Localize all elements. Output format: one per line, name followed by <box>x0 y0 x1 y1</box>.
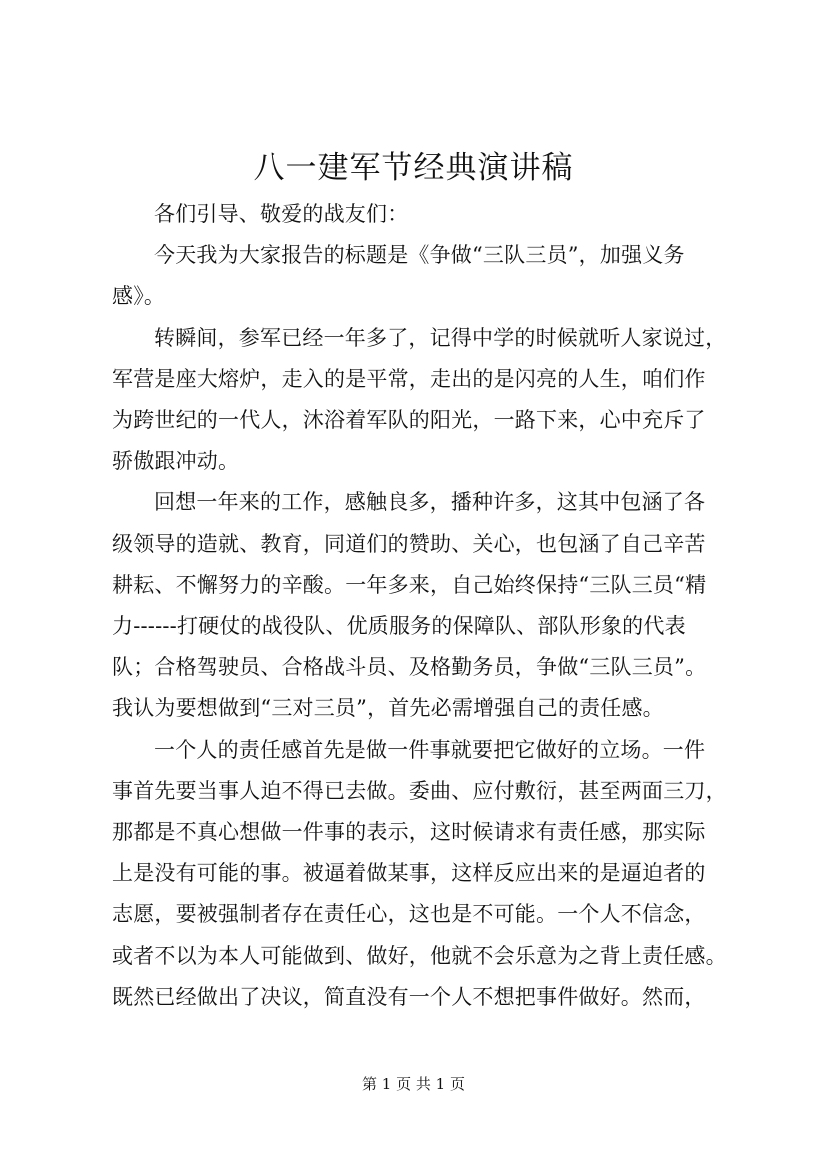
paragraph-line: 那都是不真心想做一件事的表示，这时候请求有责任感，那实际 <box>112 820 706 845</box>
paragraph-1 <box>112 235 744 317</box>
document-title: 八一建军节经典演讲稿 <box>253 150 574 186</box>
paragraph-line: 回想一年来的工作，感触良多，播种许多，这其中包涵了各 <box>154 490 706 515</box>
paragraph-line: 骄傲跟冲动。 <box>112 449 240 474</box>
page-footer: 第 1 页 共 1 页 <box>362 1075 465 1093</box>
paragraph-line: 级领导的造就、教育，同道们的赞助、关心，也包涵了自己辛苦 <box>112 531 706 556</box>
document-body <box>112 194 744 1018</box>
paragraph-line: 既然已经做出了决议，简直没有一个人不想把事件做好。然而， <box>112 984 706 1009</box>
paragraph-line: 事首先要当事人迫不得已去做。委曲、应付敷衍，甚至两面三刀， <box>112 778 727 803</box>
paragraph-line: 耕耘、不懈努力的辛酸。一年多来，自己始终保持“三队三员“精 <box>112 572 707 597</box>
paragraph-line: 感》。 <box>112 284 166 309</box>
paragraph-line: 一个人的责任感首先是做一件事就要把它做好的立场。一件 <box>154 737 706 762</box>
paragraph-line: 力------打硬仗的战役队、优质服务的保障队、部队形象的代表 <box>112 614 686 639</box>
greeting-paragraph: 各们引导、敬爱的战友们： <box>154 202 409 226</box>
paragraph-2 <box>112 318 744 483</box>
paragraph-line: 我认为要想做到“三对三员”，首先必需增强自己的责任感。 <box>112 696 664 721</box>
paragraph-line: 转瞬间，参军已经一年多了，记得中学的时候就听人家说过， <box>154 325 727 350</box>
paragraph-line: 为跨世纪的一代人，沐浴着军队的阳光，一路下来，心中充斥了 <box>112 408 706 433</box>
paragraph-line: 军营是座大熔炉，走入的是平常，走出的是闪亮的人生，咱们作 <box>112 366 706 391</box>
paragraph-3 <box>112 482 744 729</box>
paragraph-line: 志愿，要被强制者存在责任心，这也是不可能。一个人不信念， <box>112 902 706 927</box>
paragraph-line: 今天我为大家报告的标题是《争做“三队三员”，加强义务 <box>154 243 685 268</box>
paragraph-4 <box>112 730 744 1018</box>
paragraph-line: 或者不以为本人可能做到、做好，他就不会乐意为之背上责任感。 <box>112 943 727 968</box>
paragraph-line: 队；合格驾驶员、合格战斗员、及格勤务员，争做“三队三员”。 <box>112 655 707 680</box>
paragraph-line: 上是没有可能的事。被逼着做某事，这样反应出来的是逼迫者的 <box>112 861 706 886</box>
